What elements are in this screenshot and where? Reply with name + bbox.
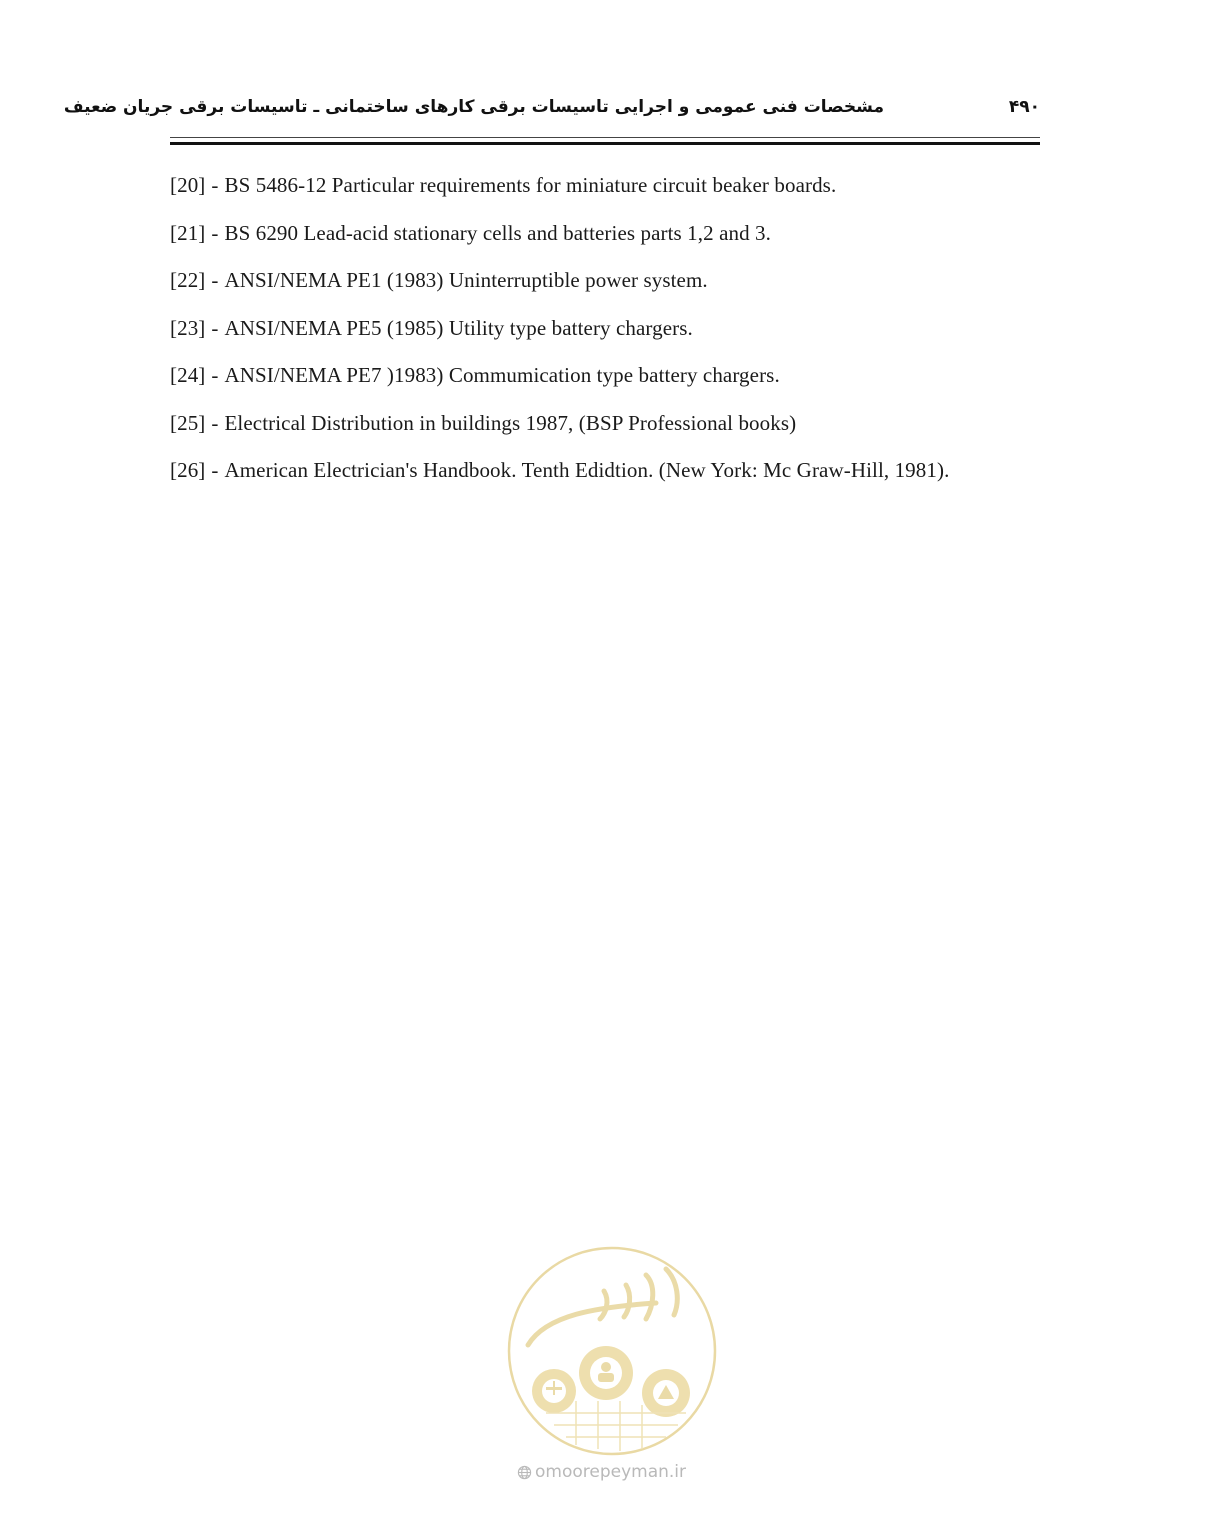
reference-text: ANSI/NEMA PE1 (1983) Uninterruptible power system. — [224, 268, 708, 292]
reference-number: [26] — [170, 458, 206, 482]
reference-text: Electrical Distribution in buildings 1987, (BSP Professional books) — [224, 410, 797, 435]
page-header — [63, 92, 1042, 122]
running-header-title: مشخصات فنی عمومی و اجرایی تاسیسات برقی کارهای ساختمانی ـ تاسیسات برقی جریان ضعیف — [63, 97, 884, 117]
reference-text: ANSI/NEMA PE5 (1985) Utility type battery chargers. — [224, 315, 693, 340]
reference-item — [170, 162, 1050, 210]
reference-number: [21] — [170, 220, 206, 245]
reference-item — [170, 447, 1050, 495]
page-number: ۴۹۰ — [1008, 97, 1040, 117]
reference-list — [170, 162, 1050, 495]
reference-separator: - — [211, 410, 219, 435]
reference-separator: - — [211, 268, 219, 292]
reference-text: ANSI/NEMA PE7 )1983) Commumication type battery chargers. — [224, 363, 780, 387]
reference-separator: - — [211, 363, 219, 387]
reference-number: [24] — [170, 363, 206, 387]
header-rule-thin — [170, 137, 1040, 138]
reference-text: BS 6290 Lead-acid stationary cells and batteries parts 1,2 and 3. — [224, 220, 771, 245]
reference-item — [170, 352, 1050, 400]
reference-separator: - — [211, 458, 219, 482]
reference-number: [23] — [170, 315, 206, 340]
reference-item — [170, 305, 1050, 353]
watermark-site-text: omoorepeyman.ir — [535, 1462, 687, 1482]
reference-separator: - — [211, 315, 219, 340]
globe-icon — [517, 1465, 532, 1480]
reference-item — [170, 210, 1050, 258]
reference-separator: - — [211, 173, 219, 197]
header-rule-thick — [170, 142, 1040, 145]
reference-item — [170, 257, 1050, 305]
reference-separator: - — [211, 220, 219, 245]
watermark-site — [517, 1462, 717, 1482]
reference-text: American Electrician's Handbook. Tenth Edidtion. (New York: Mc Graw-Hill, 1981). — [224, 458, 950, 482]
reference-number: [25] — [170, 410, 206, 435]
reference-number: [22] — [170, 268, 206, 292]
reference-number: [20] — [170, 173, 206, 197]
reference-item — [170, 400, 1050, 448]
reference-text: BS 5486-12 Particular requirements for miniature circuit beaker boards. — [224, 173, 837, 197]
watermark-seal-logo — [506, 1245, 718, 1457]
